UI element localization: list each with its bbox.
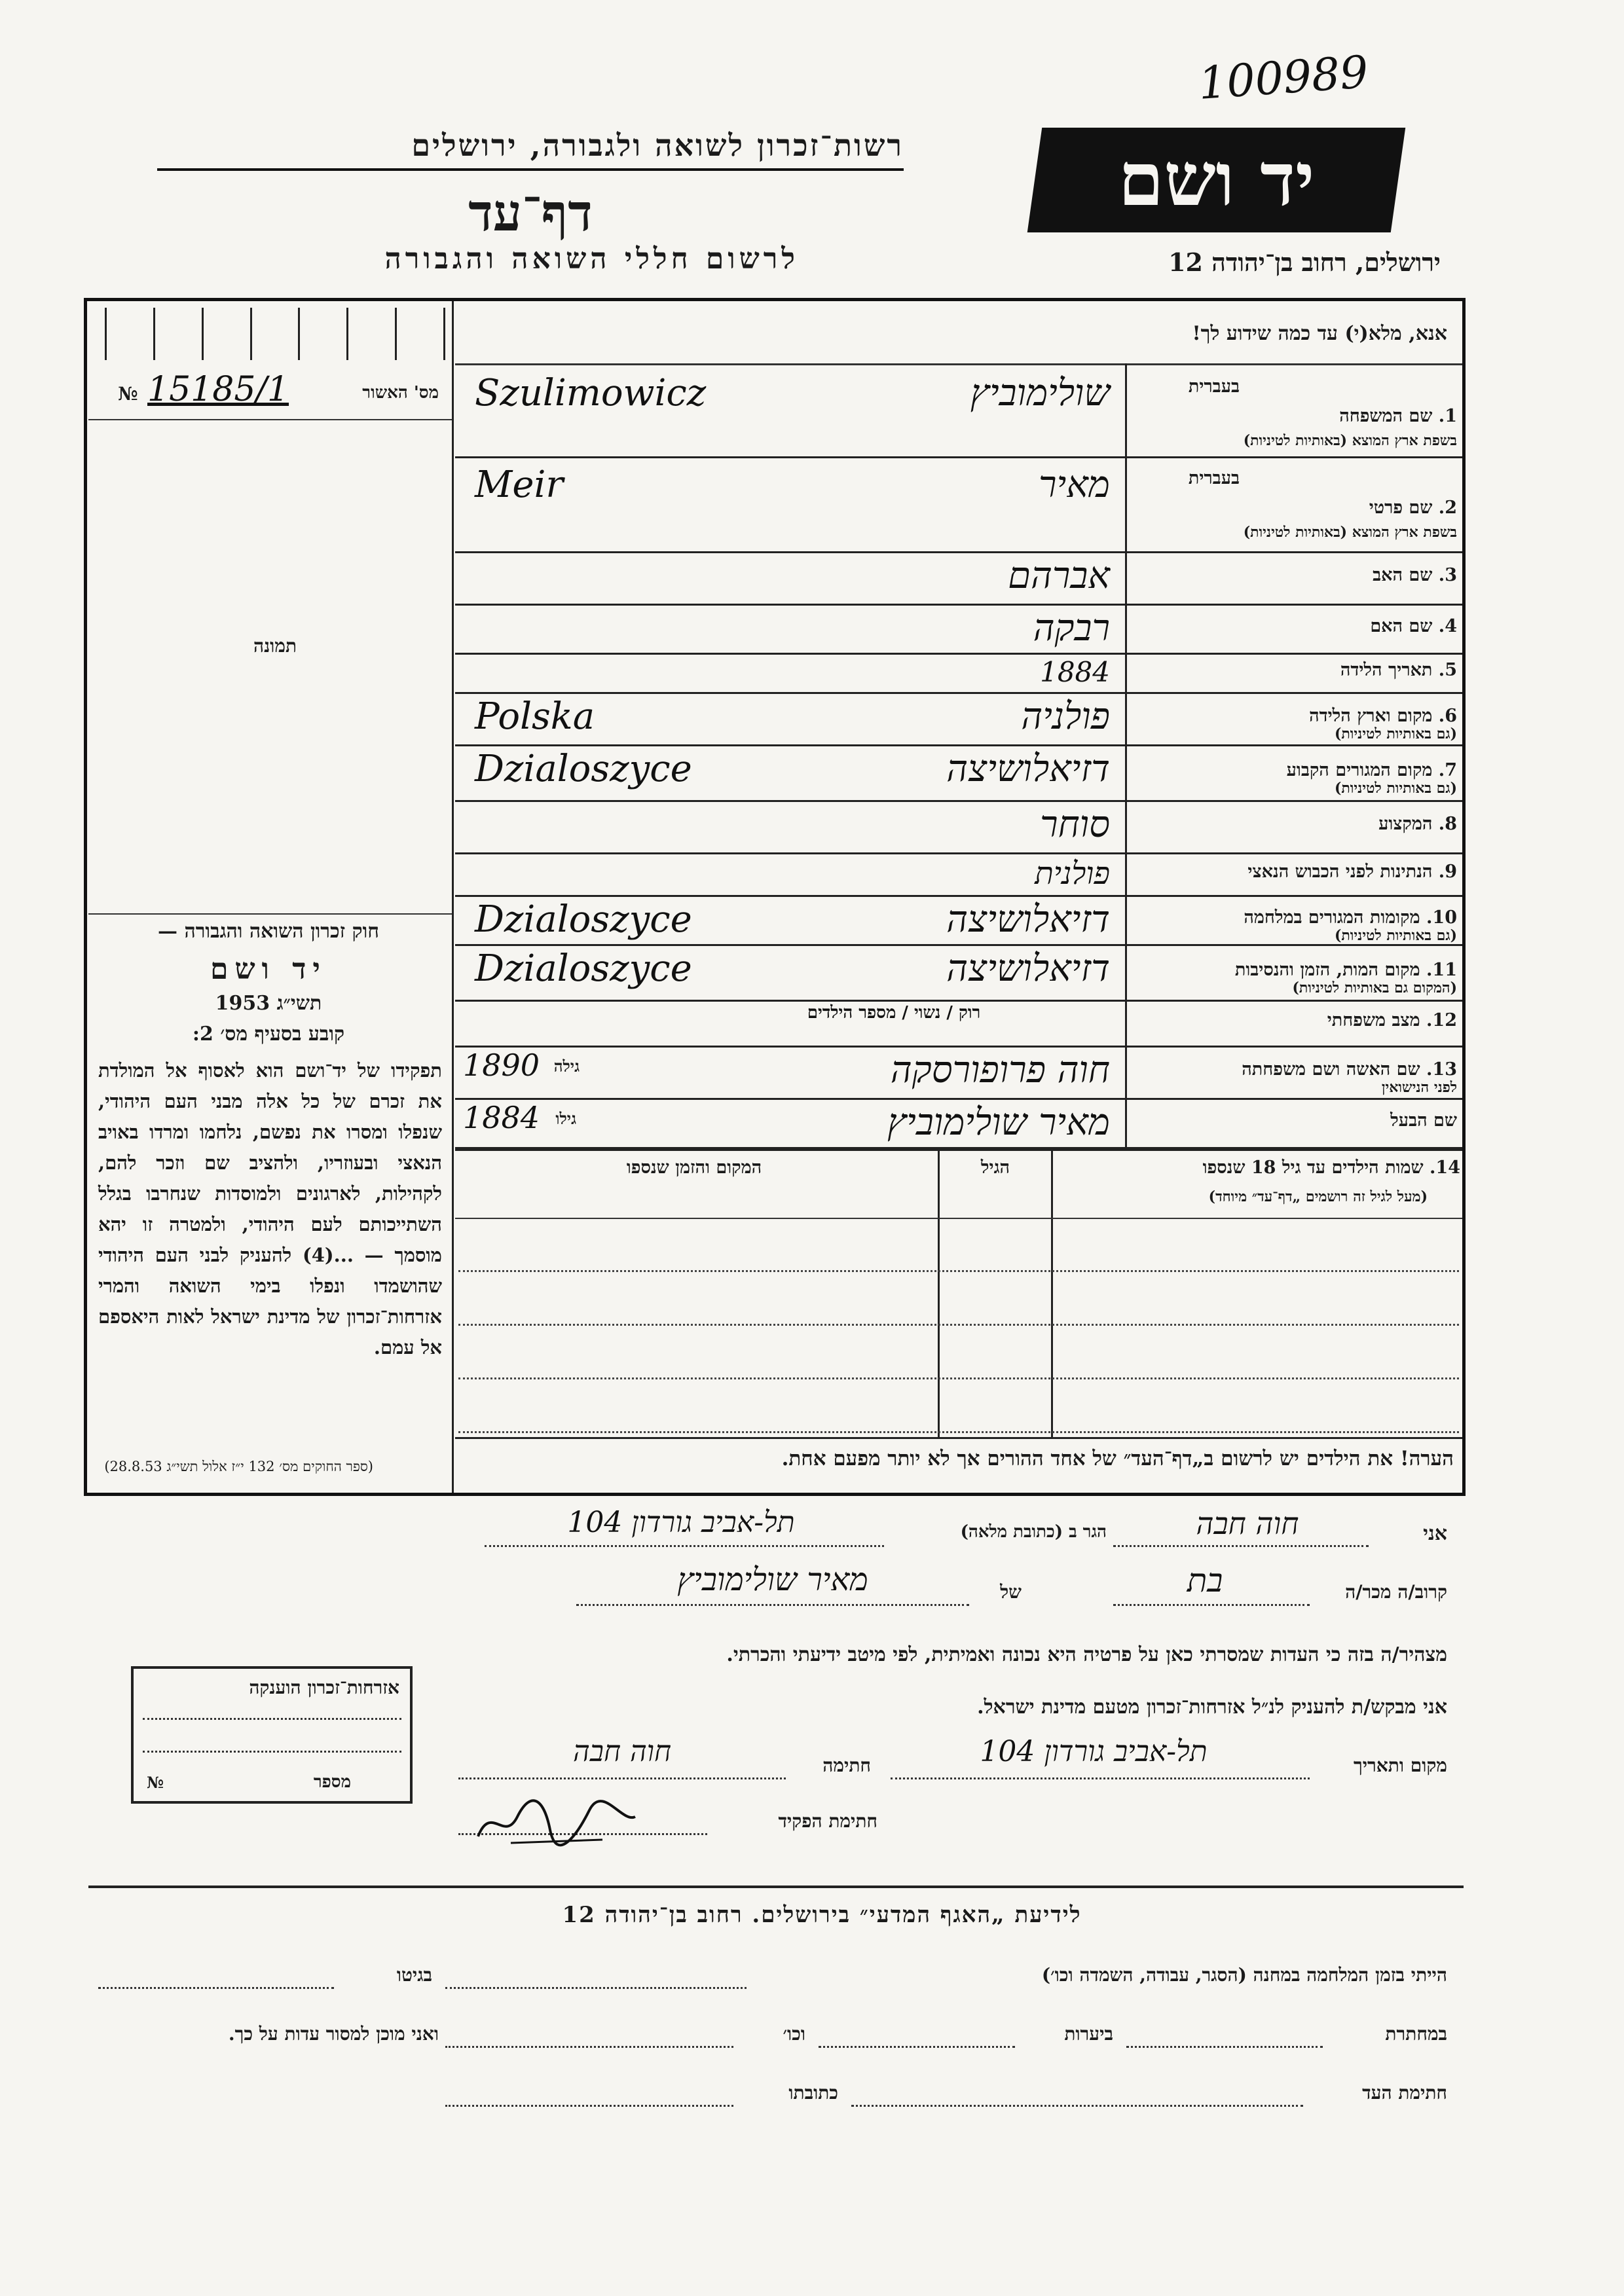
field-label: 10. מקומות המגורים במלחמה (1244, 907, 1457, 928)
decl-of-value[interactable]: מאיר שולימוביץ (677, 1561, 868, 1598)
footer-heading: לידיעת „האגף המדעי״ בירושלים. רחוב בן־יהודה 12 (562, 1902, 1082, 1928)
decl-request: אני מבקש/ת להעניק לנ״ל אזרחות־זכרון מטעם מדינת ישראל. (977, 1696, 1447, 1719)
field-latin-value[interactable]: Polska (475, 695, 595, 738)
children-row[interactable] (458, 1377, 1459, 1379)
field-latin-value[interactable]: Dzialoszyce (475, 947, 692, 990)
children-col-1 (1051, 1149, 1053, 1437)
field-hebrew-tag: בעברית (1188, 468, 1240, 488)
field-hebrew-value[interactable]: שולימוביץ (970, 372, 1110, 414)
field-label: 12. מצב משפחתי (1327, 1010, 1457, 1030)
field-row (455, 1100, 1462, 1149)
instruction-line (455, 363, 1462, 365)
decl-of-label: של (1000, 1581, 1022, 1603)
field-sublabel: (גם באותיות לטיניות) (1334, 725, 1457, 742)
field-hebrew-value[interactable]: דזיאלושיצה (946, 947, 1110, 990)
field-hebrew-value[interactable]: דזיאלושיצה (946, 898, 1110, 941)
stamp-number-label: מספר (313, 1772, 351, 1792)
footer-line2-dots-a (1126, 2046, 1323, 2048)
decl-address-line (485, 1545, 884, 1547)
form-subtitle: לרשום חללי השואה והגבורה (384, 242, 799, 276)
decl-relation[interactable]: בת (1187, 1561, 1223, 1599)
footer-line1: הייתי בזמן המלחמה במחנה (הסגר, עבודה, השמדה וכו׳) (1041, 1964, 1447, 1986)
decl-place-date-line (891, 1777, 1310, 1779)
decl-of-line (576, 1604, 969, 1606)
cert-underline (88, 419, 452, 420)
note-top-line (455, 1437, 1462, 1439)
decl-signature-label: חתימה (822, 1755, 871, 1776)
field-row (455, 1048, 1462, 1100)
footer-line3-dots-a (851, 2105, 1303, 2107)
field-label: 5. תאריך הלידה (1340, 660, 1457, 680)
law-name: יד ושם (210, 953, 327, 986)
law-source: (ספר החוקים מס׳ 132 י״ז אלול תשי״ג 28.8.53) (104, 1459, 373, 1474)
footer-line2-b: ביערות (1064, 2023, 1113, 2045)
field-label: 1. שם המשפחה (1339, 406, 1457, 426)
field-label: 6. מקום וארץ הלידה (1309, 706, 1457, 726)
footer-line2-end: ואני מוכן למסור עדות על כך. (228, 2023, 439, 2045)
field-age-label: גילו (555, 1109, 576, 1128)
decl-place-date-label: מקום ותאריך (1353, 1755, 1447, 1776)
footer-line2-a: במחתרת (1385, 2023, 1447, 2045)
footer-line1-dots (445, 1987, 747, 1989)
form-title: דף־עד (468, 183, 593, 243)
decl-name-line (1113, 1545, 1369, 1547)
stamp-box (131, 1666, 413, 1804)
footer-line3-dots-b (445, 2105, 733, 2107)
field-sublabel: (גם באותיות לטיניות) (1334, 926, 1457, 944)
field-hebrew-value[interactable]: פולנית (1035, 856, 1110, 892)
field-row (455, 1002, 1462, 1048)
field-row (455, 946, 1462, 1002)
decl-address[interactable]: תל-אביב גורדון 104 (567, 1506, 795, 1539)
field-age-value[interactable]: 1884 (463, 1100, 540, 1135)
field-row (455, 458, 1462, 553)
children-label: 14. שמות הילדים עד גיל 18 שנספו (1202, 1157, 1460, 1178)
footer-line2-dots-b (819, 2046, 1015, 2048)
field-label: 11. מקום המות, הזמן והנסיבות (1234, 959, 1457, 980)
field-sublabel: (המקום גם באותיות לטיניות) (1292, 979, 1457, 996)
authority-title: רשות־זכרון לשואה ולגבורה, ירושלים (157, 128, 904, 171)
decl-signature-line (458, 1777, 786, 1779)
decl-statement: מצהיר/ה בזה כי העדות שמסרתי כאן על פרטיה היא נכונה ואמיתית, לפי מיטב ידיעתי והכרתי. (726, 1643, 1447, 1666)
field-age-label: גילה (553, 1057, 580, 1076)
decl-prefix: אני (1423, 1522, 1447, 1545)
children-sub: (מעל לגיל זה רושמים „דף־עד״ מיוחד) (1208, 1188, 1428, 1205)
law-title: חוק זכרון השואה והגבורה — (158, 920, 379, 943)
stamp-number-prefix: № (147, 1773, 164, 1792)
footer-top-line (88, 1886, 1464, 1888)
field-latin-value[interactable]: Meir (475, 464, 564, 506)
cert-ticks (105, 308, 445, 360)
field-hebrew-value[interactable]: דזיאלושיצה (946, 748, 1110, 790)
field-row (455, 606, 1462, 655)
field-sublabel: לפני הנישואין (1381, 1079, 1457, 1096)
children-col-age: הגיל (980, 1157, 1010, 1178)
field-age-value[interactable]: 1890 (463, 1048, 540, 1083)
sidebar-divider (452, 301, 454, 1493)
field-row (455, 553, 1462, 606)
field-row (455, 897, 1462, 946)
children-col-2 (938, 1149, 940, 1437)
archive-number: 100989 (1196, 46, 1371, 110)
field-hebrew-tag: בעברית (1188, 376, 1240, 397)
decl-signature[interactable]: חוה חבה (572, 1735, 672, 1768)
law-section: קובע בסעיף מס׳ 2: (192, 1023, 345, 1046)
stamp-title: אזרחות־זכרון הוענקה (249, 1677, 399, 1698)
field-label: שם הבעל (1390, 1110, 1457, 1131)
field-hebrew-value[interactable]: רבקה (1033, 607, 1110, 649)
footer-line1-dots2 (98, 1987, 334, 1989)
children-row[interactable] (458, 1270, 1459, 1272)
field-latin-value[interactable]: Szulimowicz (475, 372, 707, 414)
field-latin-value[interactable]: Dzialoszyce (475, 748, 692, 790)
field-hebrew-value[interactable]: 1884 (1040, 656, 1110, 688)
field-hebrew-value[interactable]: סוחר (1040, 803, 1110, 846)
law-year: תשי״ג 1953 (215, 992, 322, 1015)
photo-label: תמונה (253, 635, 297, 657)
field-label: 7. מקום המגורים הקבוע (1286, 759, 1457, 780)
field-latin-value[interactable]: Dzialoszyce (475, 898, 692, 941)
field-hebrew-value[interactable]: חוה פרופורסקה (890, 1049, 1110, 1091)
logo-text: יד ושם (1118, 137, 1315, 223)
children-col-place: המקום והזמן שנספו (626, 1157, 762, 1178)
field-hebrew-value[interactable]: רוק / נשוי / מספר הילדים (807, 1003, 981, 1023)
instruction: אנא, מלא(י) עד כמה שידוע לך! (1192, 322, 1447, 345)
children-row[interactable] (458, 1324, 1459, 1326)
footer-line2-dots-c (445, 2046, 733, 2048)
decl-officer-label: חתימת הפקיד (778, 1810, 877, 1832)
decl-relation-line (1113, 1604, 1310, 1606)
field-sublabel: (גם באותיות לטיניות) (1334, 779, 1457, 797)
field-hebrew-value[interactable]: מאיר שולימוביץ (887, 1101, 1110, 1144)
footer-line2-c: וכו׳ (783, 2023, 805, 2045)
cert-label: מס' האשור (362, 383, 439, 403)
field-label: 3. שם האב (1373, 565, 1457, 585)
officer-signature (471, 1791, 642, 1850)
photo-bottom (88, 913, 452, 915)
children-row[interactable] (458, 1431, 1459, 1433)
cert-number: 15185/1 (147, 370, 289, 409)
field-row (455, 367, 1462, 458)
field-hebrew-value[interactable]: פולניה (1021, 695, 1110, 738)
note: הערה! את הילדים יש לרשום ב„דף־העד״ של אחד ההורים אך לא יותר מפעם אחת. (781, 1447, 1454, 1470)
field-label: 9. הנתינות לפני הכבוש הנאצי (1247, 861, 1457, 882)
decl-resides-label: הגר ב (כתובת מלאה) (960, 1522, 1107, 1542)
field-row (455, 655, 1462, 694)
field-label: 2. שם פרטי (1369, 498, 1457, 518)
field-row (455, 802, 1462, 854)
field-label: 8. המקצוע (1378, 814, 1457, 834)
field-sublabel: בשפת ארץ המוצא (באותיות לטיניות) (1243, 432, 1457, 449)
field-sublabel: בשפת ארץ המוצא (באותיות לטיניות) (1243, 524, 1457, 541)
field-label: 4. שם האם (1370, 615, 1457, 636)
children-header-line (455, 1218, 1462, 1219)
decl-relative-label: קרוב/ה מכר/ה (1345, 1581, 1447, 1603)
decl-place-date[interactable]: תל-אביב גורדון 104 (980, 1735, 1208, 1768)
decl-name[interactable]: חוה חבה (1196, 1506, 1299, 1541)
address: ירושלים, רחוב בן־יהודה 12 (1168, 247, 1441, 277)
field-label: 13. שם האשה ושם משפחתה (1242, 1059, 1457, 1080)
cert-prefix: № (118, 383, 138, 405)
footer-line3-b: כתובתו (788, 2082, 838, 2104)
children-top-line (455, 1149, 1462, 1151)
footer-line1-end: בגיטו (396, 1964, 432, 1986)
field-row (455, 854, 1462, 897)
footer-line3-a: חתימת העד (1362, 2082, 1447, 2104)
field-row (455, 694, 1462, 746)
logo (1027, 128, 1405, 232)
field-hebrew-value[interactable]: אברהם (1008, 555, 1110, 597)
field-hebrew-value[interactable]: מאיר (1039, 464, 1110, 506)
field-row (455, 746, 1462, 802)
law-text: תפקידו של יד־ושם הוא לאסוף אל המולדת את זכרם של כל אלה מבני העם היהודי, שנפלו ומסרו את נפשם, נלחמו ומרדו באויב הנאצי ובעוזריו, ולהציב שם וזכר להם, לקהילות, לארגונים ולמוסדות שנחרבו בגלל השתייכותם לעם היהודי, ולמטרה זו יהא מוסמך — ...(4) להעניק לבני העם היהודי שהושמדו ונפלו בימי השואה והמרי אזרחות־זכרון של מדינת ישראל לאות היאספם אל עמם. (98, 1059, 442, 1358)
